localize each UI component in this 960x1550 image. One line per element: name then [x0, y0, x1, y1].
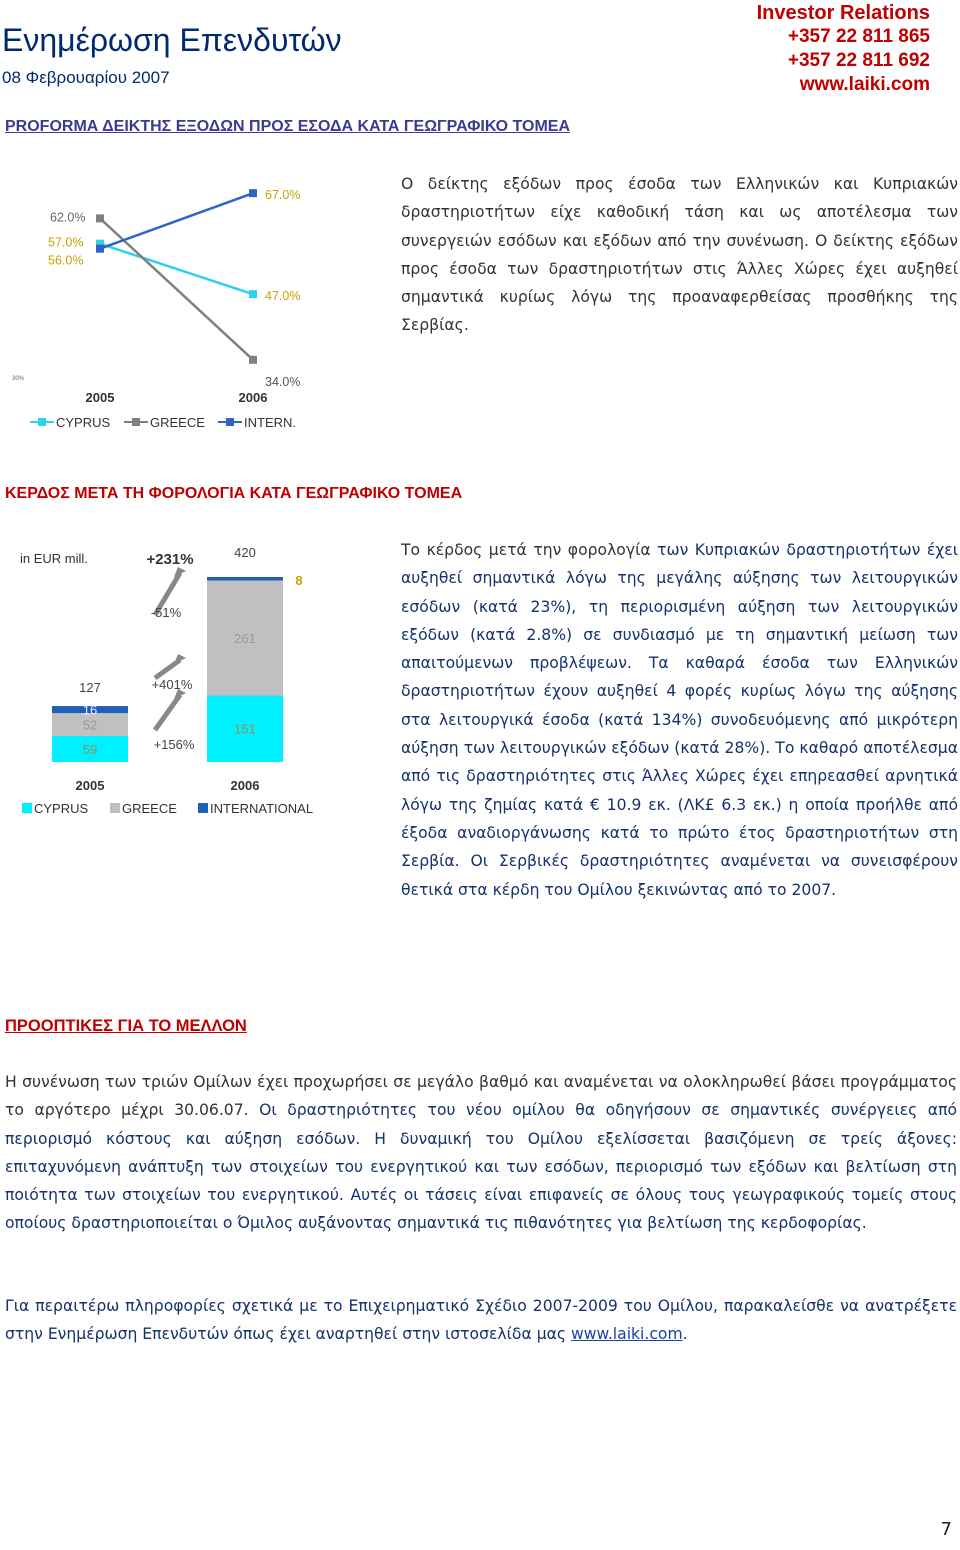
cost-income-line-chart [0, 160, 380, 435]
y-axis-tick-label: 30% [12, 376, 25, 382]
profit-paragraph-body: των Κυπριακών δραστηριοτήτων έχει αυξηθεί σημαντικά λόγω της μεγάλης αύξησης των λειτουργικών εσόδων (κατά 23%), τη περιορισμένη αύξηση των λειτουργικών εξόδων (κατά 2.8%) σε συνδιασμό με τη σημαντική μείωση των απαιτούμενων προβλέψεων. Τα καθαρά έσοδα των Ελληνικών δραστηριοτήτων έχουν αυξηθεί 4 φορές κυρίως λόγω της αύξησης στα λειτουργικά έσοδα (κατά 134%) συνοδευόμενης από μικρότερη αύξηση των λειτουργικών εξόδων (κατά 28%). Το καθαρό αποτέλεσμα από τις δραστηριότητες στις Άλλες Χώρες έχει επηρεασθεί αρνητικά λόγω της ζημίας κατά € 10.9 εκ. (ΛΚ£ 6.3 εκ.) η οποία προήλθε από έξοδα αναδιοργάνωσης κατά το πρώτο έτος δραστηριοτήτων στη Σερβία. Οι Σερβικές δραστηριότητες αναμένεται να συνεισφέρουν θετικά στα κέρδη του Ομίλου ξεκινώντας από το 2007. [401, 541, 958, 899]
ir-title: Investor Relations [756, 2, 930, 24]
arrow-greece [155, 695, 180, 730]
x-tick-label-2005: 2005 [75, 778, 105, 793]
legend-swatch-international [198, 803, 208, 813]
value-label-international-2005: 16 [82, 702, 98, 718]
point-greece-2006 [249, 356, 257, 364]
x-tick-label-2006: 2006 [238, 390, 268, 405]
further-info-end: . [682, 1325, 688, 1344]
total-label-2005: 127 [79, 680, 101, 696]
legend-marker-cyprus [38, 418, 46, 426]
annotation-greece-growth: +401% [151, 677, 193, 692]
point-cyprus-2006 [249, 290, 257, 298]
legend-marker-greece [132, 418, 140, 426]
further-info-paragraph [5, 1292, 957, 1349]
value-label-international-2006: 8 [295, 573, 303, 588]
legend-marker-intern [226, 418, 234, 426]
point-intern-2005 [96, 245, 104, 253]
annotation-total-growth: +231% [146, 551, 194, 568]
outlook-paragraph-intro: Η συνένωση των τριών Ομίλων έχει προχωρήσει σε μεγάλο βαθμό και αναμένεται να ολοκληρωθεί βάσει προγράμματος το αργότερο μέχρι 30.06.07. [5, 1073, 957, 1120]
legend-label-cyprus: CYPRUS [34, 801, 89, 816]
line-series-cyprus [100, 244, 253, 295]
data-label-greece-2005: 62.0% [50, 210, 86, 225]
data-label-greece-2006: 34.0% [265, 374, 301, 389]
legend-label-intern: INTERN. [244, 415, 296, 430]
legend-label-greece: GREECE [150, 415, 205, 430]
data-label-intern-2006: 67.0% [265, 188, 301, 203]
page-title: Ενημέρωση Επενδυτών [2, 22, 342, 58]
profit-paragraph [401, 536, 958, 904]
legend-label-greece: GREECE [122, 801, 177, 816]
legend-swatch-greece [110, 803, 120, 813]
outlook-paragraph-body: Οι δραστηριότητες του νέου ομίλου θα οδηγήσουν σε σημαντικές συνέργειες από περιορισμό κόστους και αύξηση εσόδων. Η δυναμική του Ομίλου εξελίσσεται βασιζόμενη σε τρείς άξονες: επιταχυνόμενη ανάπτυξη των στοιχείων του ενεργητικού και των εσόδων, περιορισμό των εξόδων και βελτίωση στη ποιότητα των στοιχείων του ενεργητικού. Αυτές οι τάσεις είναι επιφανείς σε όλους τους γεωγραφικούς τομείς στους οποίους δραστηριοποιείται ο Όμιλος αυξάνοντας σημαντικά τις πιθανότητες για βελτίωση της κερδοφορίας. [5, 1101, 958, 1233]
ir-phone-2: +357 22 811 692 [787, 50, 930, 71]
outlook-paragraph [5, 1068, 957, 1238]
page-number: 7 [940, 1519, 952, 1540]
legend-label-cyprus: CYPRUS [56, 415, 111, 430]
data-label-cyprus-2006: 47.0% [265, 289, 301, 304]
legend-swatch-cyprus [22, 803, 32, 813]
data-label-intern-2005: 56.0% [48, 253, 84, 268]
ir-website[interactable]: www.laiki.com [799, 74, 930, 95]
total-label-2006: 420 [234, 545, 256, 560]
value-label-greece-2006: 261 [234, 631, 256, 647]
publication-date: 08 Φεβρουαρίου 2007 [2, 68, 170, 87]
value-label-cyprus-2006: 151 [234, 721, 256, 737]
cost-income-paragraph: Ο δείκτης εξόδων προς έσοδα των Ελληνικών και Κυπριακών δραστηριοτήτων είχε καθοδική τάση και ως αποτέλεσμα των συνεργειών εσόδων και εξόδων από την συνένωση. Ο δείκτης εξόδων προς έσοδα των δραστηριοτήτων στις Άλλες Χώρες έχει αυξηθεί σημαντικά κυρίως λόγω της προαναφερθείσας προσθήκης της Σερβίας. [401, 175, 958, 335]
profit-stacked-bar-chart [0, 540, 380, 830]
bar-international-2006 [207, 577, 283, 581]
annotation-cyprus-growth: +156% [153, 737, 195, 752]
further-info-text: Για περαιτέρω πληροφορίες σχετικά με το Επιχειρηματικό Σχέδιο 2007-2009 του Ομίλου, παρακαλείσθε να ανατρέξετε στην Ενημέρωση Επενδυτών όπως έχει αναρτηθεί στην ιστοσελίδα μας [5, 1297, 957, 1344]
section-heading-profit: ΚΕΡΔΟΣ ΜΕΤΑ ΤΗ ΦΟΡΟΛΟΓΙΑ ΚΑΤΑ ΓΕΩΓΡΑΦΙΚΟ ΤΟΜΕΑ [5, 485, 463, 502]
point-intern-2006 [249, 189, 257, 197]
ir-phone-1: +357 22 811 865 [787, 26, 930, 47]
section-heading-cost-income: PROFORMA ΔΕΙΚΤΗΣ ΕΞΟΔΩΝ ΠΡΟΣ ΕΣΟΔΑ ΚΑΤΑ ΓΕΩΓΡΑΦΙΚΟ ΤΟΜΕΑ [5, 118, 571, 135]
website-link[interactable]: www.laiki.com [571, 1325, 683, 1344]
data-label-cyprus-2005: 57.0% [48, 235, 84, 250]
x-tick-label-2006: 2006 [230, 778, 260, 793]
value-label-cyprus-2005: 59 [82, 742, 98, 758]
section-heading-outlook: ΠΡΟΟΠΤΙΚΕΣ ΓΙΑ ΤΟ ΜΕΛΛΟΝ [5, 1017, 247, 1035]
x-tick-label-2005: 2005 [85, 390, 115, 405]
point-greece-2005 [96, 214, 104, 222]
profit-paragraph-intro: Το κέρδος μετά την φορολογία [401, 541, 658, 559]
unit-label: in EUR mill. [20, 551, 88, 566]
annotation-international-change: -51% [150, 605, 182, 620]
line-series-intern [100, 193, 253, 249]
value-label-greece-2005: 52 [82, 717, 98, 733]
legend-label-international: INTERNATIONAL [210, 801, 314, 816]
